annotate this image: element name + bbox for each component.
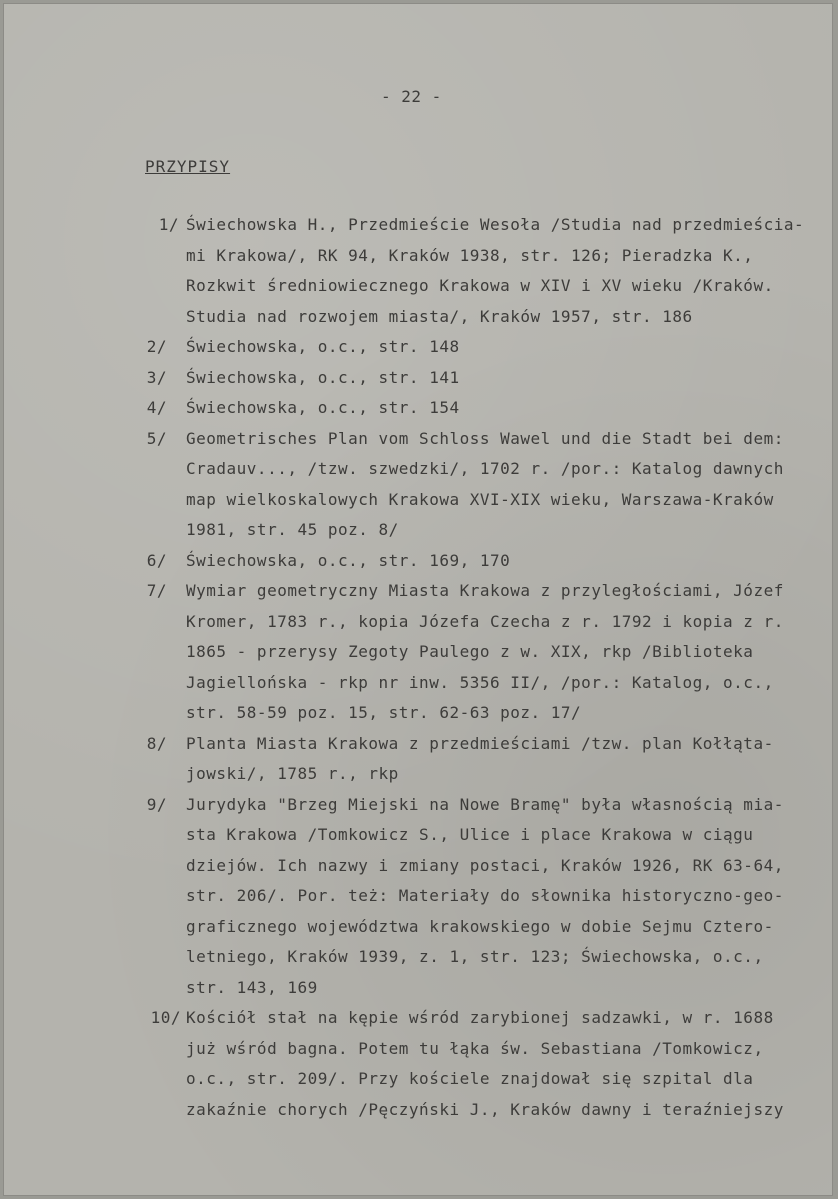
footnote-number: 7/: [146, 581, 167, 600]
footnote-line: Jagiellońska - rkp nr inw. 5356 II/, /por.: Katalog, o.c.,: [186, 672, 774, 692]
footnote-number: 9/: [146, 794, 167, 814]
footnote-line: dziejów. Ich nazwy i zmiany postaci, Kraków 1926, RK 63-64,: [186, 855, 784, 875]
footnote-line: graficznego województwa krakowskiego w dobie Sejmu Cztero-: [186, 916, 774, 936]
footnote-line: Studia nad rozwojem miasta/, Kraków 1957, str. 186: [186, 306, 693, 326]
footnote-line: sta Krakowa /Tomkowicz S., Ulice i place Krakowa w ciągu: [186, 825, 754, 844]
footnote-line: map wielkoskalowych Krakowa XVI-XIX wieku, Warszawa-Kraków: [186, 489, 774, 509]
footnote-number: 2/: [146, 337, 167, 356]
footnote-line: Kromer, 1783 r., kopia Józefa Czecha z r. 1792 i kopia z r.: [186, 611, 784, 631]
section-heading: PRZYPISY: [145, 157, 231, 176]
footnote-number: 10/: [150, 1008, 181, 1027]
footnote-line: str. 143, 169: [186, 977, 318, 997]
footnote-line: Kościół stał na kępie wśród zarybionej sadzawki, w r. 1688: [186, 1008, 774, 1027]
footnote-line: 1981, str. 45 poz. 8/: [186, 520, 399, 539]
footnote-line: mi Krakowa/, RK 94, Kraków 1938, str. 126; Pieradzka K.,: [186, 245, 754, 265]
footnote-line: Cradauv..., /tzw. szwedzki/, 1702 r. /por.: Katalog dawnych: [186, 459, 784, 478]
footnote-line: 1865 - przerysy Zegoty Paulego z w. XIX, rkp /Biblioteka: [186, 642, 754, 661]
footnote-line: Świechowska, o.c., str. 154: [186, 398, 460, 417]
footnote-number: 3/: [146, 367, 167, 387]
footnote-line: już wśród bagna. Potem tu łąka św. Sebastiana /Tomkowicz,: [186, 1038, 764, 1058]
footnote-line: Jurydyka "Brzeg Miejski na Nowe Bramę" była własnością mia-: [186, 794, 784, 814]
footnote-line: Świechowska, o.c., str. 148: [186, 337, 460, 356]
typescript-page: [3, 3, 833, 1196]
page-number: - 22 -: [381, 87, 442, 106]
footnote-line: letniego, Kraków 1939, z. 1, str. 123; Świechowska, o.c.,: [186, 947, 764, 966]
footnote-line: str. 58-59 poz. 15, str. 62-63 poz. 17/: [186, 703, 582, 722]
footnote-line: jowski/, 1785 r., rkp: [186, 764, 399, 783]
footnote-line: Geometrisches Plan vom Schloss Wawel und die Stadt bei dem:: [186, 428, 784, 448]
footnote-line: str. 206/. Por. też: Materiały do słownika historyczno-geo-: [186, 886, 784, 905]
footnote-line: Wymiar geometryczny Miasta Krakowa z przyległościami, Józef: [186, 581, 784, 600]
footnote-line: zakaźnie chorych /Pęczyński J., Kraków dawny i teraźniejszy: [186, 1099, 784, 1119]
footnote-line: Planta Miasta Krakowa z przedmieściami /tzw. plan Kołłąta-: [186, 733, 774, 753]
footnote-line: Świechowska, o.c., str. 169, 170: [186, 550, 511, 570]
footnote-line: o.c., str. 209/. Przy kościele znajdował się szpital dla: [186, 1069, 754, 1088]
footnote-number: 1/: [158, 215, 179, 234]
footnote-line: Rozkwit średniowiecznego Krakowa w XIV i XV wieku /Kraków.: [186, 276, 774, 295]
footnote-number: 4/: [146, 398, 167, 417]
footnote-line: Świechowska H., Przedmieście Wesoła /Studia nad przedmieścia-: [186, 215, 805, 234]
footnote-number: 5/: [146, 428, 167, 448]
footnote-line: Świechowska, o.c., str. 141: [186, 367, 460, 387]
footnote-number: 8/: [146, 733, 167, 753]
footnote-number: 6/: [146, 550, 167, 570]
